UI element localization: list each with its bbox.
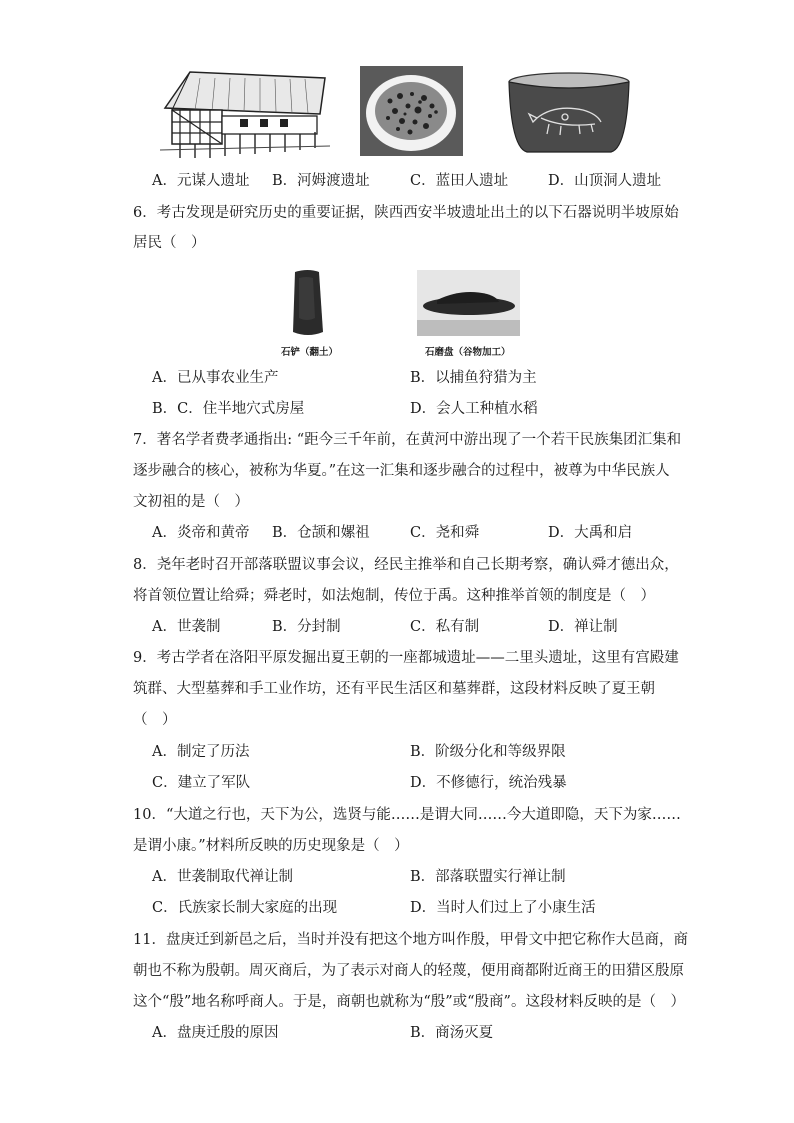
q10-option-c: C．氏族家长制大家庭的出现 (152, 900, 338, 916)
q9-option-c: C．建立了军队 (152, 775, 251, 791)
q7-text-line-3: 文初祖的是（ ） (133, 494, 249, 510)
q8-option-d: D．禅让制 (548, 619, 618, 635)
q5-option-a: A．元谋人遗址 (152, 173, 250, 189)
q7-text-line-2: 逐步融合的核心，被称为华夏。”在这一汇集和逐步融合的过程中，被尊为中华民族人 (133, 463, 670, 479)
pig-bowl-image (505, 72, 633, 158)
grinding-stone-image (417, 270, 520, 336)
q8-option-c: C．私有制 (410, 619, 480, 635)
stilt-house-image (160, 66, 330, 160)
q6-option-a: A．已从事农业生产 (152, 370, 279, 386)
q7-option-d: D．大禹和启 (548, 525, 633, 541)
q8-text-line-2: 将首领位置让给舜；舜老时，如法炮制，传位于禹。这种推举首领的制度是（ ） (133, 588, 655, 604)
q10-option-d: D．当时人们过上了小康生活 (410, 900, 596, 916)
q8-option-a: A．世袭制 (152, 619, 221, 635)
q10-option-a: A．世袭制取代禅让制 (152, 869, 293, 885)
q9-option-d: D．不修德行，统治残暴 (410, 775, 567, 791)
q11-text-line-3: 这个“殷”地名称呼商人。于是，商朝也就称为“殷”或“殷商”。这段材料反映的是（ ） (133, 994, 685, 1010)
q7-text-line-1: 7．著名学者费孝通指出: “距今三千年前，在黄河中游出现了一个若干民族集团汇集和 (133, 432, 682, 448)
q10-text-line-2: 是谓小康。”材料所反映的历史现象是（ ） (133, 838, 409, 854)
q9-option-a: A．制定了历法 (152, 744, 250, 760)
q9-text-line-1: 9．考古学者在洛阳平原发掘出夏王朝的一座都城遗址——二里头遗址，这里有宫殿建 (133, 650, 679, 666)
q11-option-a: A．盘庚迁殷的原因 (152, 1025, 279, 1041)
q7-option-c: C．尧和舜 (410, 525, 480, 541)
q11-text-line-1: 11．盘庚迁到新邑之后，当时并没有把这个地方叫作殷，甲骨文中把它称作大邑商，商 (133, 932, 688, 948)
q11-option-b: B．商汤灭夏 (410, 1025, 494, 1041)
q5-option-b: B．河姆渡遗址 (272, 173, 370, 189)
q5-option-d: D．山顶洞人遗址 (548, 173, 662, 189)
q9-text-line-3: （ ） (133, 712, 177, 728)
q5-option-c: C．蓝田人遗址 (410, 173, 509, 189)
q7-option-a: A．炎帝和黄帝 (152, 525, 250, 541)
q8-text-line-1: 8．尧年老时召开部落联盟议事会议，经民主推举和自己长期考察，确认舜才德出众， (133, 557, 679, 573)
q6-option-d: D．会人工种植水稻 (410, 401, 538, 417)
q6-option-c: B．C．住半地穴式房屋 (152, 401, 305, 417)
grinding-stone-caption: 石磨盘（谷物加工） (425, 347, 511, 358)
stone-shovel-image (283, 268, 333, 340)
q10-option-b: B．部落联盟实行禅让制 (410, 869, 566, 885)
q6-text-line-2: 居民（ ） (133, 235, 206, 251)
q9-text-line-2: 筑群、大型墓葬和手工业作坊，还有平民生活区和墓葬群，这段材料反映了夏王朝 (133, 681, 655, 697)
stone-shovel-caption: 石铲（翻土） (281, 347, 339, 358)
q7-option-b: B．仓颉和嫘祖 (272, 525, 370, 541)
q6-option-b: B．以捕鱼狩猎为主 (410, 370, 537, 386)
q11-text-line-2: 朝也不称为殷朝。周灭商后，为了表示对商人的轻蔑，便用商都附近商王的田猎区殷原 (133, 963, 684, 979)
q8-option-b: B．分封制 (272, 619, 341, 635)
charred-grain-image (360, 66, 463, 156)
q10-text-line-1: 10．“大道之行也，天下为公，选贤与能……是谓大同……今大道即隐，天下为家…… (133, 807, 681, 823)
q9-option-b: B．阶级分化和等级界限 (410, 744, 566, 760)
q6-text-line-1: 6．考古发现是研究历史的重要证据，陕西西安半坡遗址出土的以下石器说明半坡原始 (133, 205, 679, 221)
